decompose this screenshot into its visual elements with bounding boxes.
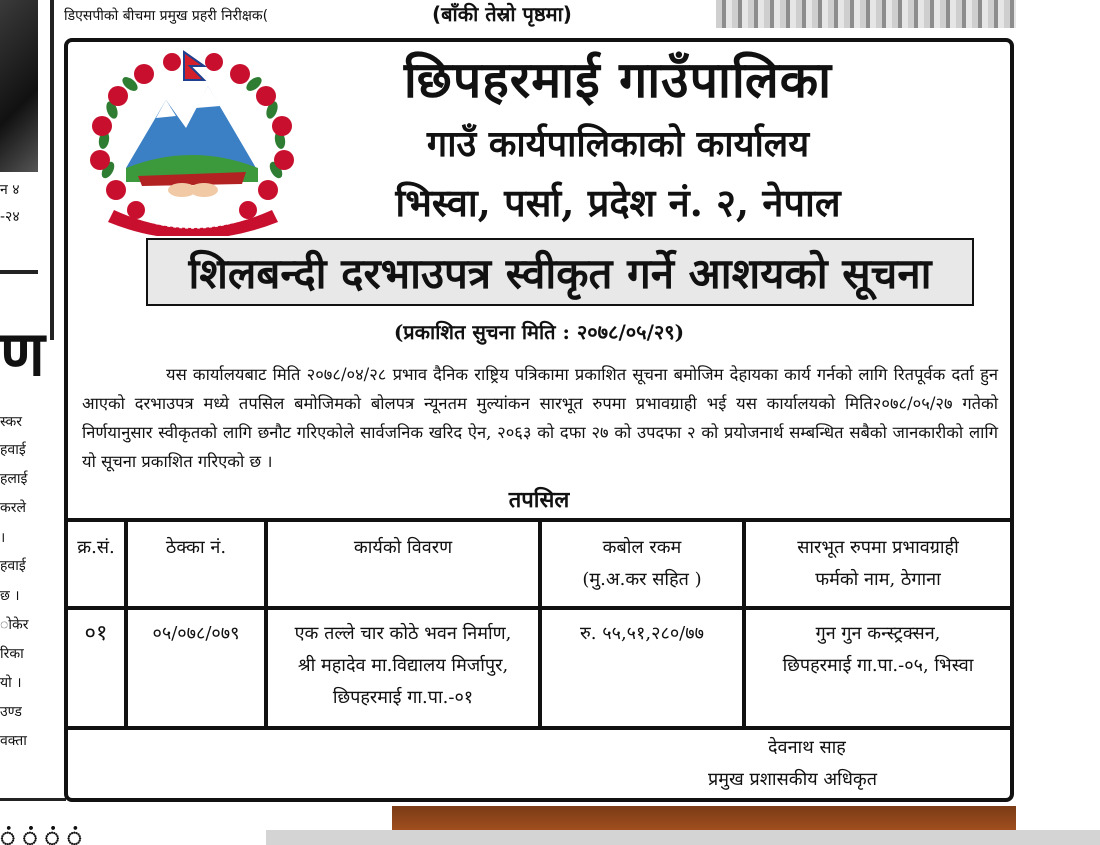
cell-firm-line: छिपहरमाई गा.पा.-०५, भिस्वा: [782, 655, 974, 676]
header-firm: [744, 520, 1012, 608]
nepal-emblem-icon: [86, 50, 300, 236]
cell-contract-no: ०५/०७८/०७९: [126, 608, 266, 728]
header-amount: [540, 520, 744, 608]
adjacent-headline-fragment: ं ंं ंं ं: [0, 823, 83, 845]
signatory-name: देवनाथ साह: [768, 737, 846, 758]
header-serial: क्र.सं.: [66, 520, 126, 608]
adjacent-column-line: हवाई: [0, 442, 26, 458]
notice-address: भिस्वा, पर्सा, प्रदेश नं. २, नेपाल: [395, 180, 841, 225]
schedule-table: [64, 518, 1014, 730]
adjacent-column-line: वक्ता: [0, 733, 27, 749]
cell-description: [266, 608, 540, 728]
cell-description-line: एक तल्ले चार कोठे भवन निर्माण,: [294, 623, 512, 644]
adjacent-article-text: डिएसपीको बीचमा प्रमुख प्रहरी निरीक्षक(: [64, 8, 269, 24]
adjacent-column-line: उण्ड: [0, 704, 22, 720]
header-amount-line: कबोल रकम: [602, 537, 682, 558]
signature-block: [708, 732, 1008, 796]
adjacent-column-line: स्कर: [0, 414, 22, 430]
adjacent-column-line: यो ।: [0, 675, 22, 691]
notice-body: यस कार्यालयबाट मिति २०७८/०४/२८ प्रभाव दैनिक राष्ट्रिय पत्रिकामा प्रकाशित सूचना बमोजिम देहायका कार्य गर्नको लागि रितपूर्वक दर्ता हुन आएको दरभाउपत्र मध्ये तपसिल बमोजिमको बोलपत्र न्यूनतम मुल्यांकन सारभूत रुपमा प्रभावग्राही भई यस कार्यालयको मिति२०७८/०५/२७ गतेको निर्णयानुसार स्वीकृतको लागि छनौट गरिएकोले सार्वजनिक खरिद ऐन, २०६३ को दफा २७ को उपदफा २ को प्रयोजनार्थ सम्बन्धित सबैको जानकारीको लागि यो सूचना प्रकाशित गरिएको छ ।: [82, 365, 998, 471]
adjacent-column-line: न ४: [0, 182, 20, 198]
cell-amount: रु. ५५,५१,२८०/७७: [540, 608, 744, 728]
adjacent-column-photo: [0, 0, 38, 172]
table-row: [66, 608, 1012, 728]
cell-serial: ०१: [66, 608, 126, 728]
adjacent-column-line: ।: [0, 530, 6, 546]
header-firm-line: फर्मको नाम, ठेगाना: [815, 569, 941, 590]
notice-headline: [146, 238, 974, 306]
horizontal-scrollbar[interactable]: [266, 830, 1100, 845]
published-date: (प्रकाशित सुचना मिति : २०७८/०५/२९): [393, 320, 685, 344]
table-header-row: [66, 520, 1012, 608]
adjacent-column-line: हवाई: [0, 558, 26, 574]
column-rule: [0, 798, 66, 801]
cell-description-line: श्री महादेव मा.विद्यालय मिर्जापुर,: [297, 655, 509, 676]
notice-headline-text: शिलबन्दी दरभाउपत्र स्वीकृत गर्ने आशयको सूचना: [188, 248, 932, 298]
cell-firm-line: गुन गुन कन्स्ट्रक्सन,: [815, 623, 941, 644]
adjacent-column-line: रिका: [0, 646, 24, 662]
header-description: कार्यको विवरण: [266, 520, 540, 608]
continued-on-page-note: (बाँकी तेस्रो पृष्ठमा): [432, 2, 572, 26]
header-amount-line: (मु.अ.कर सहित ): [582, 569, 702, 590]
notice-title: छिपहरमाई गाउँपालिका: [403, 50, 833, 109]
adjacent-column-line: ोकेर: [0, 617, 29, 633]
adjacent-column-line: -२४: [0, 209, 20, 225]
cell-firm: [744, 608, 1012, 728]
adjacent-column: [0, 0, 58, 845]
header-contract-no: ठेक्का नं.: [126, 520, 266, 608]
adjacent-column-line: करले: [0, 500, 26, 516]
adjacent-photo: [716, 0, 1016, 28]
adjacent-headline-letter: ण: [0, 317, 45, 390]
column-divider: [50, 0, 54, 340]
column-rule: [0, 270, 38, 274]
cell-description-line: छिपहरमाई गा.पा.-०१: [332, 687, 474, 708]
adjacent-column-line: छ ।: [0, 588, 20, 604]
public-notice: [64, 38, 1014, 802]
notice-subtitle: गाउँ कार्यपालिकाको कार्यालय: [426, 123, 810, 165]
adjacent-column-line: हलाई: [0, 471, 28, 487]
signatory-title: प्रमुख प्रशासकीय अधिकृत: [708, 769, 877, 790]
schedule-title: तपसिल: [508, 487, 570, 513]
header-firm-line: सारभूत रुपमा प्रभावग्राही: [797, 537, 959, 558]
